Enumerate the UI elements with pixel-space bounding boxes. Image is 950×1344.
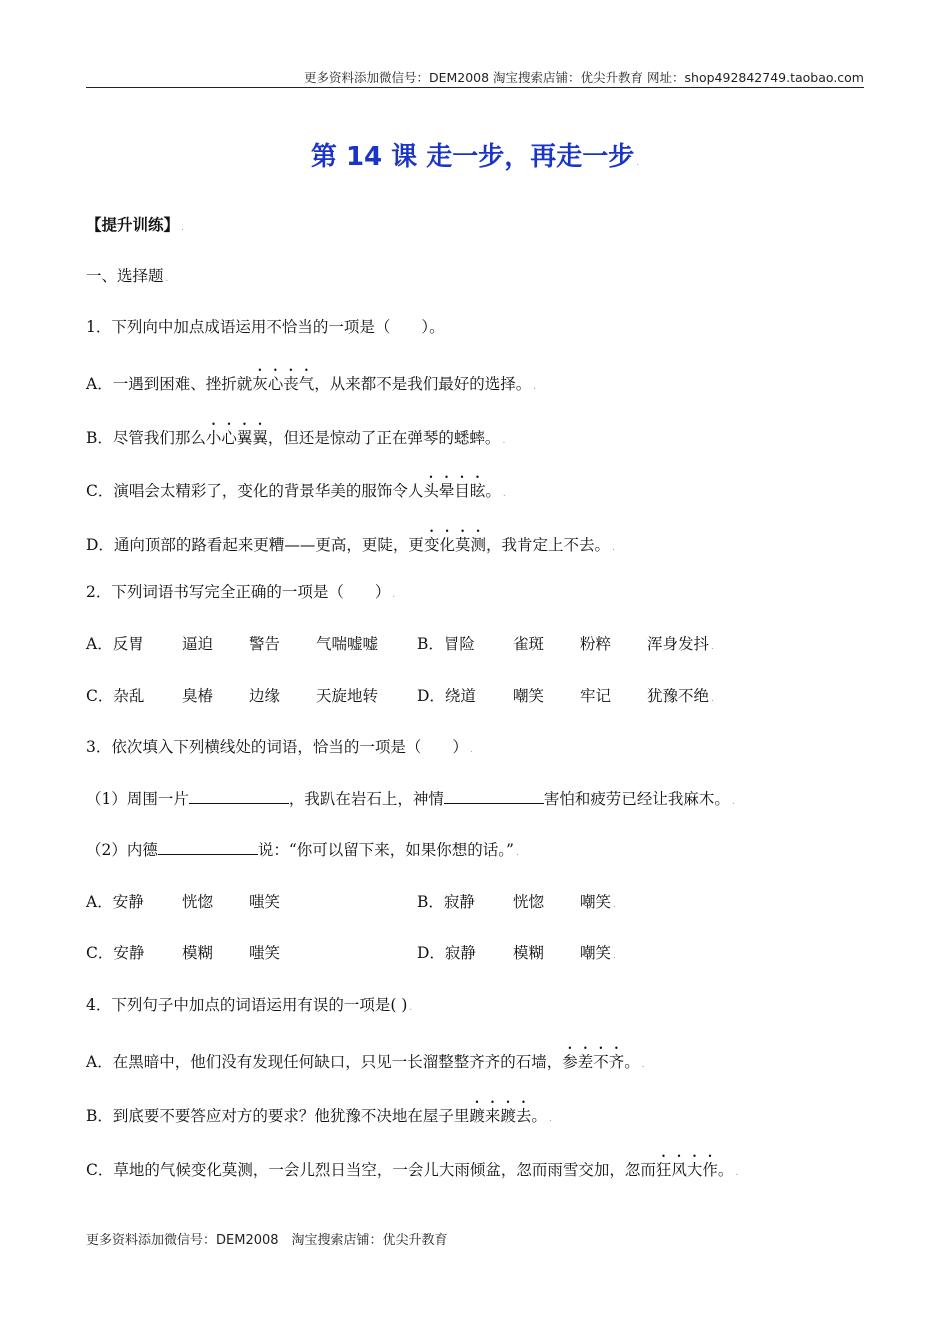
q1-b-tail: ，但还是惊动了正在弹琴的蟋蟀。 — [267, 429, 501, 447]
q3-option-a-word-1: A．安静 — [86, 893, 144, 911]
q1-d-tail: ，我肯定上不去。 — [485, 536, 610, 554]
q2-option-b-word-4: 浑身发抖 — [647, 635, 710, 653]
q1-b-text: B．尽管我们那么 — [86, 429, 206, 447]
q2-options-row-1: A．反胃 逼迫 警告 气喘嘘嘘 B．冒险 雀斑 粉粹 浑身发抖 . — [86, 632, 714, 654]
q3-s1-part-2: ，我趴在岩石上，神情 — [288, 790, 444, 808]
header-rule — [86, 87, 864, 88]
q2-stem: 2．下列词语书写完全正确的一项是（ ） . — [86, 583, 396, 601]
q4-a-text: A．在黑暗中，他们没有发现任何缺口，只见一长溜整整齐齐的石墙， — [86, 1053, 563, 1071]
q1-c-text: C．演唱会太精彩了，变化的背景华美的服饰令人 — [86, 482, 424, 500]
q2-option-a-word-1: A．反胃 — [86, 635, 144, 653]
q3-options-row-2: C．安静 模糊 嗤笑 D．寂静 模糊 嘲笑 . — [86, 941, 616, 963]
q3-option-d-word-1: D．寂静 — [417, 944, 476, 962]
q3-option-b-word-2: 恍惚 — [513, 893, 545, 911]
q1-option-a: A．一遇到困难、挫折就灰心丧气，从来都不是我们最好的选择。 . — [86, 375, 537, 393]
q4-b-dotted: 踱来踱去 — [469, 1107, 532, 1125]
q4-stem-text: 4．下列句子中加点的词语运用有误的一项是( ) — [86, 996, 408, 1014]
q3-sentence-1: （1）周围一片 ，我趴在岩石上，神情 害怕和疲劳已经让我麻木。 . — [86, 790, 735, 808]
q2-option-d-word-2: 嘲笑 — [513, 687, 545, 705]
q3-option-c-word-1: C．安静 — [86, 944, 145, 962]
q4-stem: 4．下列句子中加点的词语运用有误的一项是( ) . — [86, 996, 413, 1014]
part-label: 一、选择题 . — [86, 267, 169, 285]
page-header: 更多资料添加微信号：DEM2008 淘宝搜索店铺：优尖升教育 网址：shop492842749.taobao.com — [303, 70, 864, 85]
q2-option-d-word-1: D．绕道 — [417, 687, 476, 705]
q4-b-text: B．到底要不要答应对方的要求？他犹豫不决地在屋子里 — [86, 1107, 470, 1125]
q3-option-a-word-3: 嗤笑 — [249, 893, 281, 911]
q2-option-b-word-1: B．冒险 — [417, 635, 475, 653]
q1-option-c: C．演唱会太精彩了，变化的背景华美的服饰令人头晕目眩。 . — [86, 482, 506, 500]
q2-option-a-word-3: 警告 — [249, 635, 281, 653]
lesson-title: 第 14 课 走一步，再走一步 . — [310, 142, 640, 172]
q2-option-c-word-1: C．杂乱 — [86, 687, 145, 705]
q2-option-c-word-2: 臭椿 — [182, 687, 214, 705]
q3-s2-part-1: （2）内德 — [86, 841, 158, 859]
q3-option-c-word-3: 嗤笑 — [249, 944, 281, 962]
q4-c-text: C．草地的气候变化莫测，一会儿烈日当空，一会儿大雨倾盆，忽而雨雪交加，忽而 — [86, 1161, 656, 1179]
q2-option-c-word-3: 边缘 — [249, 687, 281, 705]
q1-a-dotted: 灰心丧气 — [252, 375, 315, 393]
q3-s2-part-2: 说：“你可以留下来，如果你想的话。” — [257, 841, 514, 859]
q2-stem-text: 2．下列词语书写完全正确的一项是（ ） — [86, 583, 391, 601]
q3-stem-text: 3．依次填入下列横线处的词语，恰当的一项是（ ） — [86, 738, 468, 756]
q3-blank-2 — [444, 789, 544, 804]
page-footer: 更多资料添加微信号：DEM2008 淘宝搜索店铺：优尖升教育 — [86, 1233, 448, 1248]
part-label-text: 一、选择题 — [86, 267, 164, 285]
q2-option-d-word-4: 犹豫不绝 — [647, 687, 710, 705]
q1-option-d: D．通向顶部的路看起来更糟——更高，更陡，更变化莫测，我肯定上不去。 . — [86, 536, 615, 554]
q2-option-c-word-4: 天旋地转 — [316, 687, 379, 705]
q4-option-a: A．在黑暗中，他们没有发现任何缺口，只见一长溜整整齐齐的石墙，参差不齐。 . — [86, 1053, 645, 1071]
q2-options-row-2: C．杂乱 臭椿 边缘 天旋地转 D．绕道 嘲笑 牢记 犹豫不绝 . — [86, 684, 714, 706]
q1-stem — [86, 315, 445, 337]
q4-option-b: B．到底要不要答应对方的要求？他犹豫不决地在屋子里踱来踱去。 . — [86, 1107, 552, 1125]
q1-stem-text: 1．下列向中加点成语运用不恰当的一项是（ ）。 — [86, 318, 445, 336]
q3-s1-part-1: （1）周围一片 — [86, 790, 189, 808]
q2-option-a-word-2: 逼迫 — [182, 635, 214, 653]
q4-c-dotted: 狂风大作 — [655, 1161, 718, 1179]
q2-option-a-word-4: 气喘嘘嘘 — [316, 635, 379, 653]
q3-option-c-word-2: 模糊 — [182, 944, 214, 962]
q4-b-tail: 。 — [531, 1107, 547, 1125]
q3-options-row-1: A．安静 恍惚 嗤笑 B．寂静 恍惚 嘲笑 . — [86, 890, 616, 912]
q1-d-dotted: 变化莫测 — [423, 536, 486, 554]
q3-option-a-word-2: 恍惚 — [182, 893, 214, 911]
q1-a-tail: ，从来都不是我们最好的选择。 — [314, 375, 532, 393]
section-label: 【提升训练】 . — [86, 216, 184, 234]
q4-a-dotted: 参差不齐 — [562, 1053, 625, 1071]
section-label-text: 【提升训练】 — [86, 216, 180, 234]
q3-blank-3 — [158, 840, 258, 855]
q1-option-b: B．尽管我们那么小心翼翼，但还是惊动了正在弹琴的蟋蟀。 . — [86, 429, 506, 447]
q2-option-b-word-2: 雀斑 — [513, 635, 545, 653]
q2-option-b-word-3: 粉粹 — [580, 635, 612, 653]
q3-option-b-word-3: 嘲笑 — [580, 893, 612, 911]
q1-c-tail: 。 — [485, 482, 501, 500]
q3-option-d-word-2: 模糊 — [513, 944, 545, 962]
q4-a-tail: 。 — [624, 1053, 640, 1071]
q4-c-tail: 。 — [717, 1161, 734, 1179]
q1-b-dotted: 小心翼翼 — [205, 429, 268, 447]
lesson-title-text: 第 14 课 走一步，再走一步 — [310, 142, 635, 172]
q3-blank-1 — [189, 789, 289, 804]
q3-stem: 3．依次填入下列横线处的词语，恰当的一项是（ ） . — [86, 738, 473, 756]
q1-a-text: A．一遇到困难、挫折就 — [86, 375, 253, 393]
q1-c-dotted: 头晕目眩 — [423, 482, 486, 500]
q3-option-b-word-1: B．寂静 — [417, 893, 475, 911]
q3-option-d-word-3: 嘲笑 — [580, 944, 612, 962]
q4-option-c: C．草地的气候变化莫测，一会儿烈日当空，一会儿大雨倾盆，忽而雨雪交加，忽而狂风大作。 . — [86, 1161, 739, 1179]
q3-sentence-2: （2）内德 说：“你可以留下来，如果你想的话。” . — [86, 841, 519, 859]
q3-s1-part-3: 害怕和疲劳已经让我麻木。 — [543, 790, 730, 808]
q1-d-text: D．通向顶部的路看起来更糟——更高，更陡，更 — [86, 536, 424, 554]
q2-option-d-word-3: 牢记 — [580, 687, 612, 705]
